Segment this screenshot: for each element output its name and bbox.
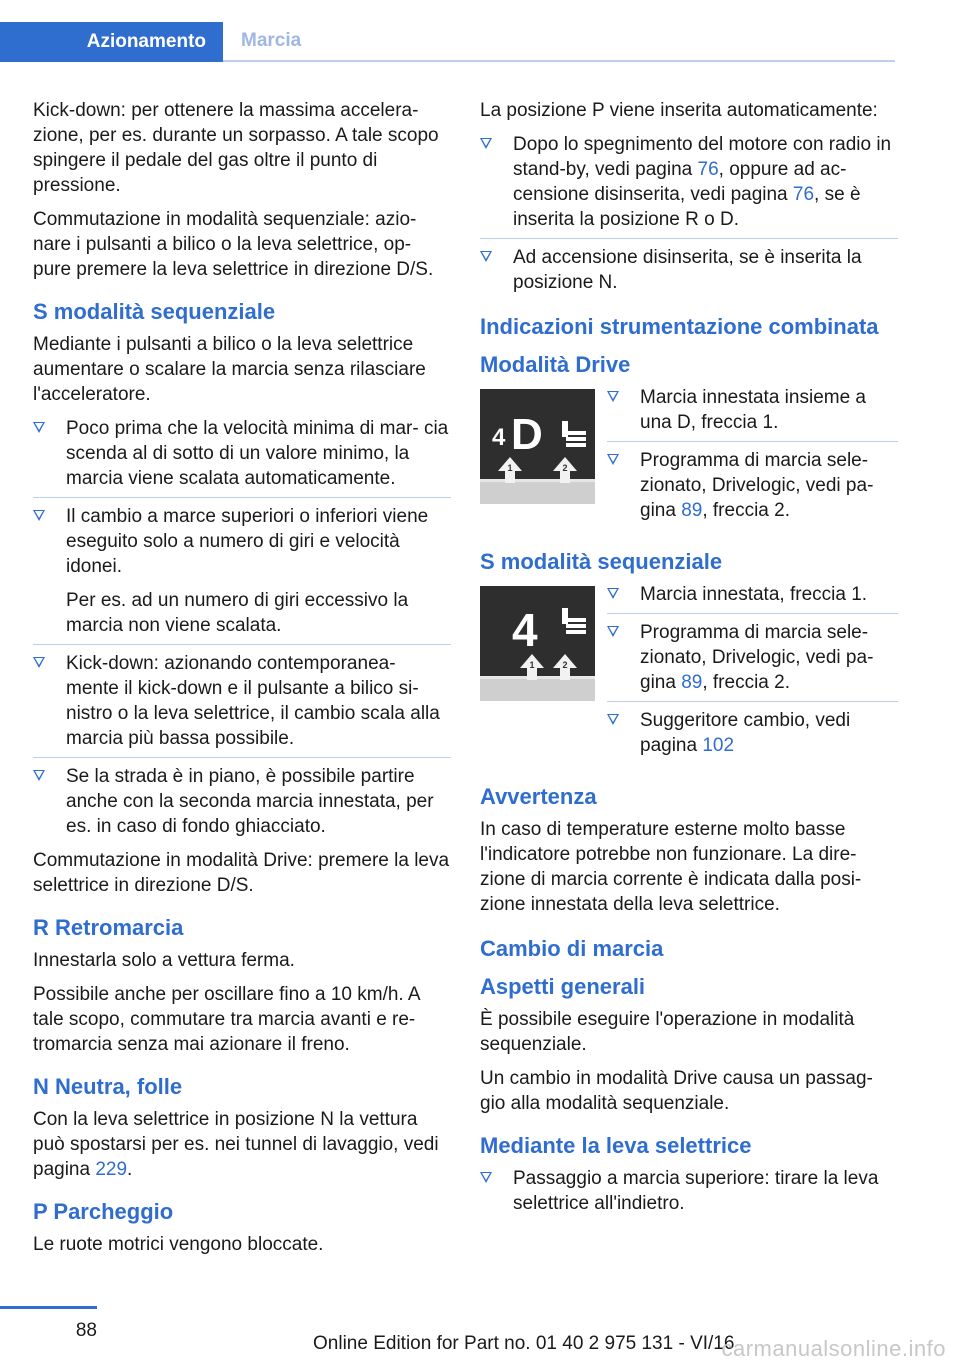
bullet-triangle-icon xyxy=(33,510,45,521)
r-text-2: Possibile anche per oscillare fino a 10 km/h. A tale scopo, commutare tra marcia avanti e re‐ tromarcia senza mai azionare il freno. xyxy=(33,984,420,1055)
svg-text:2: 2 xyxy=(562,463,568,473)
bullet-triangle-icon xyxy=(607,454,619,465)
seq-mode-display-image xyxy=(480,586,595,701)
bullet-triangle-icon xyxy=(33,657,45,668)
seq-mode-heading: S modalità sequenziale xyxy=(480,549,723,574)
general-text-1: È possibile eseguire l'operazione in modalità sequenziale. xyxy=(480,1009,855,1055)
drive-mode-row xyxy=(480,385,898,532)
bullet-triangle-icon xyxy=(480,251,492,262)
instrument-heading: Indicazioni strumentazione combinata xyxy=(480,314,879,339)
right-column xyxy=(480,98,898,1225)
list-item: Il cambio a marce superiori o inferiori viene eseguito solo a numero di giri e velocità idonei. Per es. ad un numero di giri eccessivo la marcia non viene scalata. xyxy=(33,497,451,638)
page-link-76[interactable]: 76 xyxy=(792,184,815,205)
warning-text: In caso di temperature esterne molto basse l'indicatore potrebbe non funzionare. La dire‐ zione di marcia corrente è indicata dalla posi‐ zione innestata della leva selettrice. xyxy=(480,819,862,915)
list-item: Programma di marcia sele‐ zionato, Drivelogic, vedi pa‐ gina 89, freccia 2. xyxy=(607,441,898,523)
bullet-triangle-icon xyxy=(33,422,45,433)
list-item: Ad accensione disinserita, se è inserita la posizione N. xyxy=(480,238,898,295)
s-mode-text: Mediante i pulsanti a bilico o la leva selettrice aumentare o scalare la marcia senza rilasciare l'acceleratore. xyxy=(33,334,426,405)
list-item: Dopo lo spegnimento del motore con radio in stand-by, vedi pagina 76, oppure ad ac‐ censione disinserita, vedi pagina 76, se è inserita la posizione R o D. xyxy=(480,132,898,232)
page-link-76[interactable]: 76 xyxy=(697,159,719,180)
subsection-tab[interactable]: Marcia xyxy=(223,22,895,62)
n-heading: N Neutra, folle xyxy=(33,1074,183,1099)
bullet-triangle-icon xyxy=(607,626,619,637)
list-item: Suggeritore cambio, vedi pagina 102 xyxy=(607,701,898,758)
list-item: Marcia innestata insieme a una D, freccia 1. xyxy=(607,385,898,435)
page-link-102[interactable]: 102 xyxy=(702,735,735,756)
r-text-1: Innestarla solo a vettura ferma. xyxy=(33,950,295,971)
list-item-note: Per es. ad un numero di giri eccessivo la marcia non viene scalata. xyxy=(66,590,409,636)
gear-change-heading: Cambio di marcia xyxy=(480,936,664,961)
p-text: Le ruote motrici vengono bloccate. xyxy=(33,1234,324,1255)
list-item: Passaggio a marcia superiore: tirare la leva selettrice all'indietro. xyxy=(480,1166,898,1216)
svg-text:1: 1 xyxy=(529,660,535,670)
n-text: Con la leva selettrice in posizione N la vettura può spostarsi per es. nei tunnel di lavaggio, vedi pagina 229. xyxy=(33,1109,439,1180)
p-heading: P Parcheggio xyxy=(33,1199,174,1224)
sequential-switch-paragraph: Commutazione in modalità sequenziale: azio‐ nare i pulsanti a bilico o la leva selettrice, op‐ pure premere la leva selettrice in direzione D/S. xyxy=(33,209,434,280)
list-item: Poco prima che la velocità minima di mar‐ cia scenda al di sotto di un valore minimo, la marcia viene scalata automaticamente. xyxy=(33,416,451,491)
gear-number: 4 xyxy=(492,424,506,451)
bullet-triangle-icon xyxy=(33,770,45,781)
general-text-2: Un cambio in modalità Drive causa un passag‐ gio alla modalità sequenziale. xyxy=(480,1068,873,1114)
s-mode-heading: S modalità sequenziale xyxy=(33,299,276,324)
section-tab[interactable]: Azionamento xyxy=(0,22,223,62)
kickdown-paragraph: Kick-down: per ottenere la massima accelera‐ zione, per es. durante un sorpasso. A tale scopo spingere il pedale del gas oltre il punto di pressione. xyxy=(33,100,439,196)
drive-mode-list xyxy=(607,385,898,523)
left-column xyxy=(33,98,451,1266)
general-heading: Aspetti generali xyxy=(480,974,646,999)
header-bar xyxy=(0,22,895,62)
list-item: Marcia innestata, freccia 1. xyxy=(607,582,898,607)
drive-mode-heading: Modalità Drive xyxy=(480,352,631,377)
lever-list xyxy=(480,1166,898,1216)
page-link-89[interactable]: 89 xyxy=(681,672,703,693)
page-link-229[interactable]: 229 xyxy=(95,1159,128,1180)
bullet-triangle-icon xyxy=(607,391,619,402)
list-item: Kick-down: azionando contemporanea‐ mente il kick-down e il pulsante a bilico si‐ nistro o la leva selettrice, il cambio scala alla marcia più bassa possibile. xyxy=(33,644,451,751)
list-item: Se la strada è in piano, è possibile partire anche con la seconda marcia innestata, per es. in caso di fondo ghiacciato. xyxy=(33,757,451,839)
page-number: 88 xyxy=(75,1320,97,1341)
p-auto-intro: La posizione P viene inserita automaticamente: xyxy=(480,100,878,121)
edition-note: Online Edition for Part no. 01 40 2 975 131 - VI/16 xyxy=(313,1333,735,1354)
warning-heading: Avvertenza xyxy=(480,784,597,809)
bullet-triangle-icon xyxy=(480,138,492,149)
lever-heading: Mediante la leva selettrice xyxy=(480,1133,752,1158)
gear-number: 4 xyxy=(512,604,538,656)
footer-rule xyxy=(0,1306,97,1309)
seq-mode-list xyxy=(607,582,898,758)
bullet-triangle-icon xyxy=(480,1172,492,1183)
bullet-triangle-icon xyxy=(607,588,619,599)
svg-text:2: 2 xyxy=(562,660,568,670)
s-mode-list xyxy=(33,416,451,839)
page-link-89[interactable]: 89 xyxy=(681,500,703,521)
mode-letter: D xyxy=(511,410,543,459)
list-item: Programma di marcia sele‐ zionato, Drivelogic, vedi pa‐ gina 89, freccia 2. xyxy=(607,613,898,695)
svg-text:1: 1 xyxy=(507,463,513,473)
drive-switch-paragraph: Commutazione in modalità Drive: premere la leva selettrice in direzione D/S. xyxy=(33,850,450,896)
r-heading: R Retromarcia xyxy=(33,915,184,940)
bullet-triangle-icon xyxy=(607,714,619,725)
watermark: carmanualsonline.info xyxy=(721,1336,946,1361)
p-auto-list xyxy=(480,132,898,295)
drive-mode-display-image xyxy=(480,389,595,504)
seq-mode-row xyxy=(480,582,898,767)
